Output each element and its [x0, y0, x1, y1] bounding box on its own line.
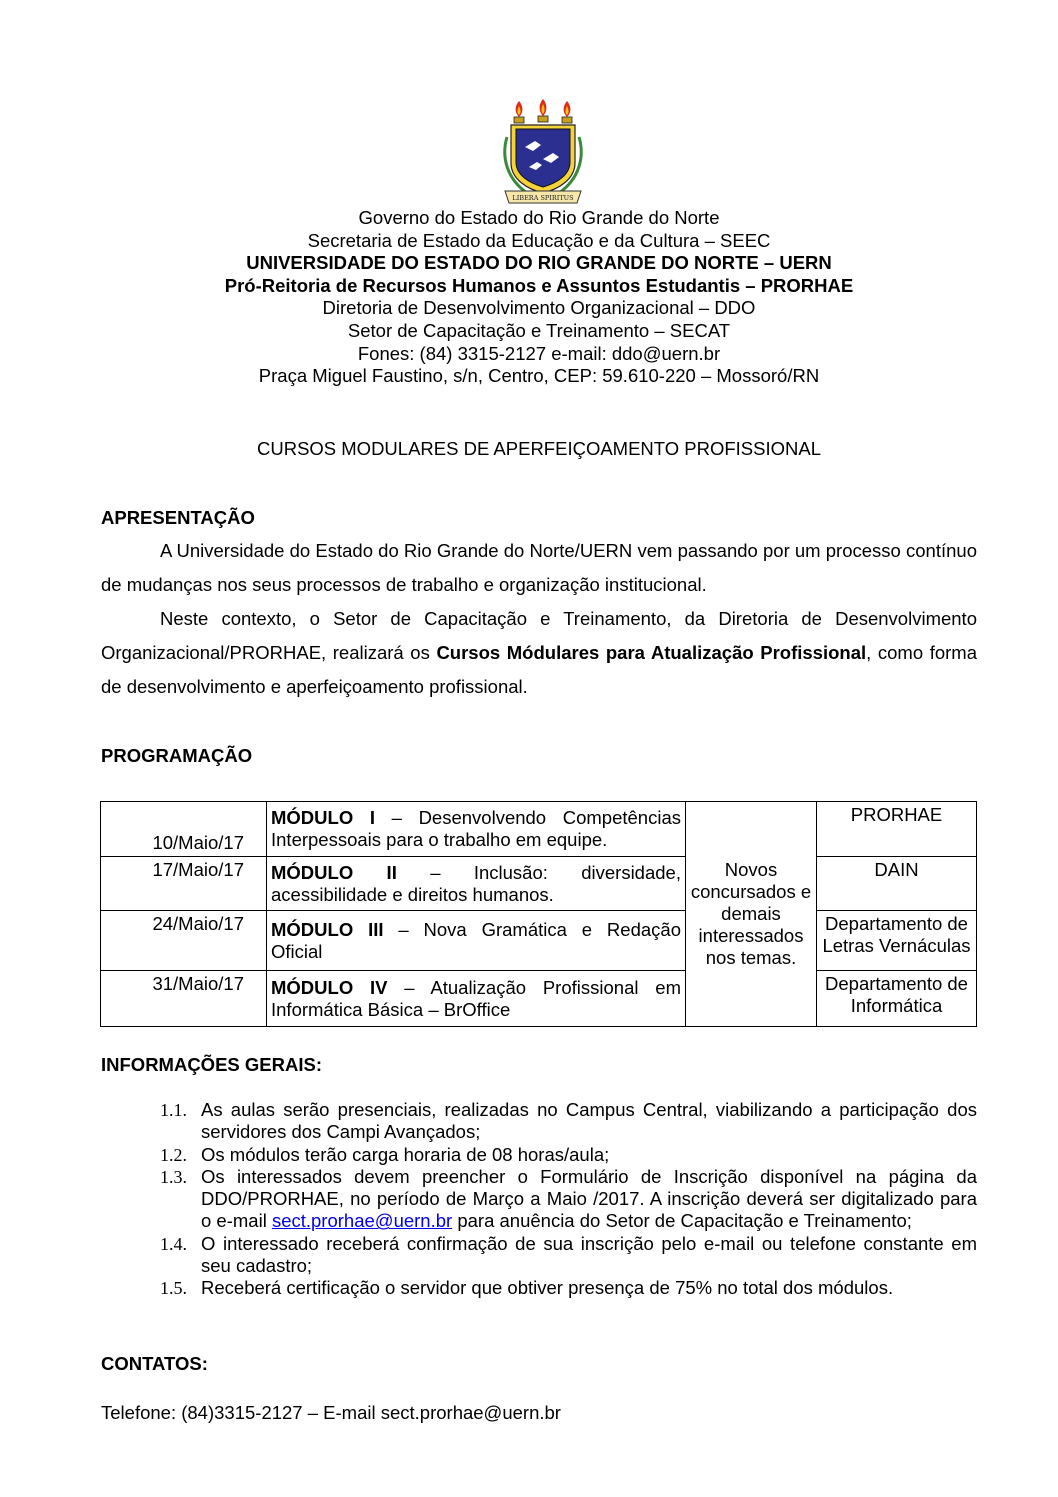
email-link[interactable]: sect.prorhae@uern.br	[271, 1210, 453, 1232]
header-sector: Setor de Capacitação e Treinamento – SECAT	[347, 319, 731, 341]
module-line-1	[271, 919, 681, 941]
header-pro-rectorate: Pró-Reitoria de Recursos Humanos e Assuntos Estudantis – PRORHAE	[224, 274, 854, 296]
module-title-part-1: Atualização Profissional em	[430, 976, 681, 998]
paragraph-2-bold: Cursos Módulares para Atualização Profissional	[436, 642, 867, 663]
module-organizer: Departamento de Informática	[817, 971, 977, 1027]
svg-text:LIBERA SPIRITUS: LIBERA SPIRITUS	[512, 194, 574, 202]
module-title-part-2: Informática Básica – BrOffice	[271, 998, 511, 1020]
apresentacao-paragraph-1: A Universidade do Estado do Rio Grande do Norte/UERN vem passando por um processo contínuo de mudanças nos seus processos de trabalho e organização institucional.	[101, 540, 977, 595]
list-item-number: 1.2.	[160, 1144, 187, 1165]
target-audience: Novos concursados e demais interessados nos temas.	[686, 802, 817, 1027]
informacoes-list	[160, 1099, 977, 1300]
apresentacao-text	[101, 534, 977, 704]
list-item-text: As aulas serão presenciais, realizadas no Campus Central, viabilizando a participação dos servidores dos Campi Avançados;	[201, 1099, 977, 1143]
list-item-text: O interessado receberá confirmação de sua inscrição pelo e-mail ou telefone constante em seu cadastro;	[201, 1232, 977, 1277]
contatos-heading: CONTATOS:	[101, 1353, 208, 1374]
list-item-text: Os módulos terão carga horaria de 08 horas/aula;	[201, 1143, 610, 1165]
module-date: 24/Maio/17	[101, 911, 267, 971]
table-row	[101, 857, 977, 911]
module-name: MÓDULO III	[271, 918, 384, 940]
table-row	[101, 802, 977, 857]
module-organizer: Departamento de Letras Vernáculas	[817, 911, 977, 971]
course-title: CURSOS MODULARES DE APERFEIÇOAMENTO PROFISSIONAL	[256, 438, 821, 459]
module-title-part-1: Desenvolvendo Competências	[418, 807, 681, 828]
list-item-number: 1.1.	[160, 1100, 187, 1120]
informacoes-heading: INFORMAÇÕES GERAIS:	[101, 1054, 322, 1075]
module-date: 17/Maio/17	[101, 857, 267, 911]
table-row	[101, 911, 977, 971]
module-title-part-2: acessibilidade e direitos humanos.	[271, 883, 554, 905]
programacao-table	[100, 801, 977, 1027]
header-secretariat: Secretaria de Estado da Educação e da Cultura – SEEC	[307, 229, 771, 251]
programacao-heading: PROGRAMAÇÃO	[101, 745, 253, 766]
module-description	[267, 971, 686, 1027]
university-seal-icon	[497, 97, 589, 207]
list-item-text: para anuência do Setor de Capacitação e Treinamento;	[452, 1210, 912, 1232]
header-phones: Fones: (84) 3315-2127 e-mail: ddo@uern.br	[357, 342, 721, 364]
module-organizer: DAIN	[817, 857, 977, 911]
header-address: Praça Miguel Faustino, s/n, Centro, CEP: 59.610-220 – Mossoró/RN	[258, 365, 820, 387]
module-date: 10/Maio/17	[101, 802, 267, 857]
apresentacao-heading: APRESENTAÇÃO	[101, 507, 255, 528]
module-separator: –	[387, 976, 431, 998]
header-university: UNIVERSIDADE DO ESTADO DO RIO GRANDE DO NORTE – UERN	[246, 252, 832, 274]
module-description	[267, 802, 686, 857]
list-item	[160, 1277, 977, 1299]
list-item	[160, 1233, 977, 1278]
list-item	[160, 1099, 977, 1144]
module-separator: –	[375, 807, 419, 828]
header-government: Governo do Estado do Rio Grande do Norte	[358, 207, 720, 228]
list-item-number: 1.4.	[160, 1233, 187, 1254]
module-line-1	[271, 807, 681, 829]
apresentacao-paragraph-2	[101, 602, 977, 704]
module-title-part-2: Interpessoais para o trabalho em equipe.	[271, 829, 608, 850]
institution-header	[100, 207, 978, 388]
module-description	[267, 911, 686, 971]
list-item-text: Os interessados devem preencher o Formulário de Inscrição disponível na página da DDO/PRORHAE, no período de Março a Maio /2017. A inscrição deverá ser digitalizado para o e-mail	[201, 1165, 977, 1232]
module-line-1	[271, 862, 681, 884]
module-date: 31/Maio/17	[101, 971, 267, 1027]
module-separator: –	[396, 861, 474, 883]
list-item-number: 1.5.	[160, 1278, 187, 1299]
list-item-number: 1.3.	[160, 1166, 187, 1187]
module-name: MÓDULO II	[271, 861, 397, 883]
module-name: MÓDULO I	[271, 807, 375, 828]
module-line-1	[271, 977, 681, 999]
header-directorate: Diretoria de Desenvolvimento Organizacional – DDO	[322, 297, 756, 319]
table-row	[101, 971, 977, 1027]
contact-line: Telefone: (84)3315-2127 – E-mail sect.prorhae@uern.br	[101, 1402, 561, 1423]
paragraph-2-text-a: Neste contexto, o Setor de Capacitação e Treinamento, da Diretoria de Desenvolvimento Organizacional/PRORHAE, realizará os	[101, 608, 977, 663]
list-item-text: Receberá certificação o servidor que obtiver presença de 75% no total dos módulos.	[201, 1277, 894, 1299]
module-description	[267, 857, 686, 911]
module-title-part-2: Oficial	[271, 940, 323, 962]
list-item	[160, 1144, 977, 1166]
paragraph-2-text-b: , como forma de desenvolvimento e aperfeiçoamento profissional.	[101, 642, 978, 697]
list-item	[160, 1166, 977, 1233]
module-name: MÓDULO IV	[271, 976, 388, 998]
module-organizer: PRORHAE	[817, 802, 977, 857]
module-title-part-1: Nova Gramática e Redação	[423, 918, 681, 940]
module-title-part-1: Inclusão: diversidade,	[473, 861, 681, 883]
module-separator: –	[383, 918, 424, 940]
